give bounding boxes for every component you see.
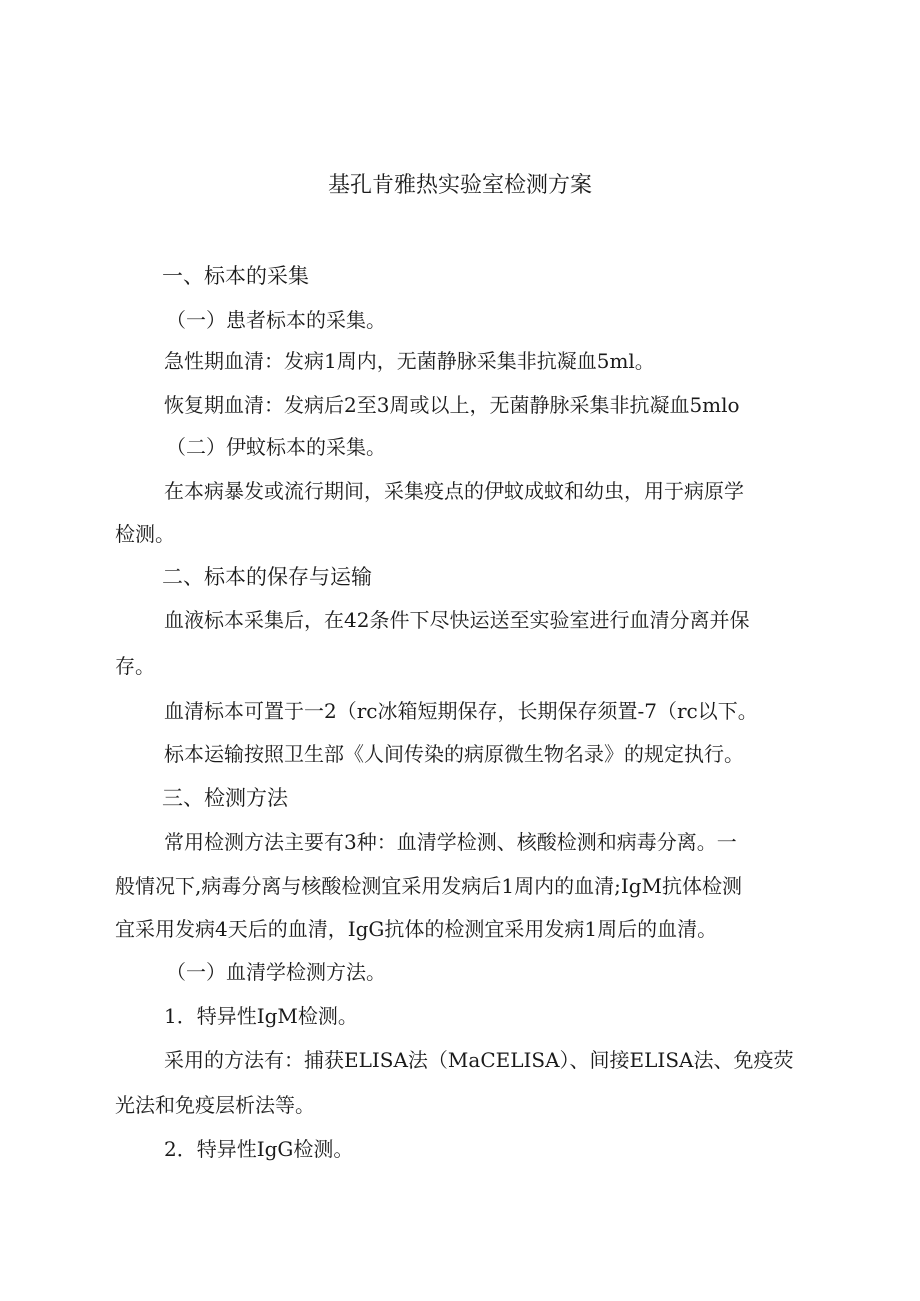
paragraph-line: 血清标本可置于一2（rc冰箱短期保存，长期保存须置-7（rc以下。 (164, 699, 758, 723)
paragraph-line: 血液标本采集后，在42条件下尽快运送至实验室进行血清分离并保 (164, 608, 750, 632)
paragraph-line: 标本运输按照卫生部《人间传染的病原微生物名录》的规定执行。 (164, 742, 744, 766)
page-title: 基孔肯雅热实验室检测方案 (327, 173, 592, 198)
section-heading-2: 二、标本的保存与运输 (162, 565, 372, 589)
paragraph-line: 存。 (115, 654, 155, 678)
subheading-1-2: （二）伊蚊标本的采集。 (166, 435, 386, 459)
paragraph-line: 宜采用发病4天后的血清，IgG抗体的检测宜采用发病1周后的血清。 (115, 917, 718, 941)
paragraph-line: 光法和免疫层析法等。 (115, 1093, 315, 1117)
paragraph-line: 急性期血清：发病1周内，无菌静脉采集非抗凝血5ml。 (164, 349, 655, 373)
paragraph-line: 在本病暴发或流行期间，采集疫点的伊蚊成蚊和幼虫，用于病原学 (164, 479, 744, 503)
section-heading-1: 一、标本的采集 (162, 264, 309, 288)
subheading-1-1: （一）患者标本的采集。 (166, 308, 386, 332)
paragraph-line: 检测。 (115, 522, 175, 546)
list-item: 1．特异性IgM检测。 (164, 1004, 358, 1028)
paragraph-line: 般情况下,病毒分离与核酸检测宜采用发病后1周内的血清;IgM抗体检测 (115, 874, 743, 898)
section-heading-3: 三、检测方法 (162, 786, 288, 810)
paragraph-line: 常用检测方法主要有3种：血清学检测、核酸检测和病毒分离。一 (164, 830, 737, 854)
paragraph-line: 恢复期血清：发病后2至3周或以上，无菌静脉采集非抗凝血5mlo (164, 393, 740, 417)
list-item: 2．特异性IgG检测。 (164, 1137, 354, 1161)
paragraph-line: 采用的方法有：捕获ELISA法（MaCELISA）、间接ELISA法、免疫荧 (164, 1048, 794, 1072)
subheading-3-1: （一）血清学检测方法。 (166, 960, 386, 984)
